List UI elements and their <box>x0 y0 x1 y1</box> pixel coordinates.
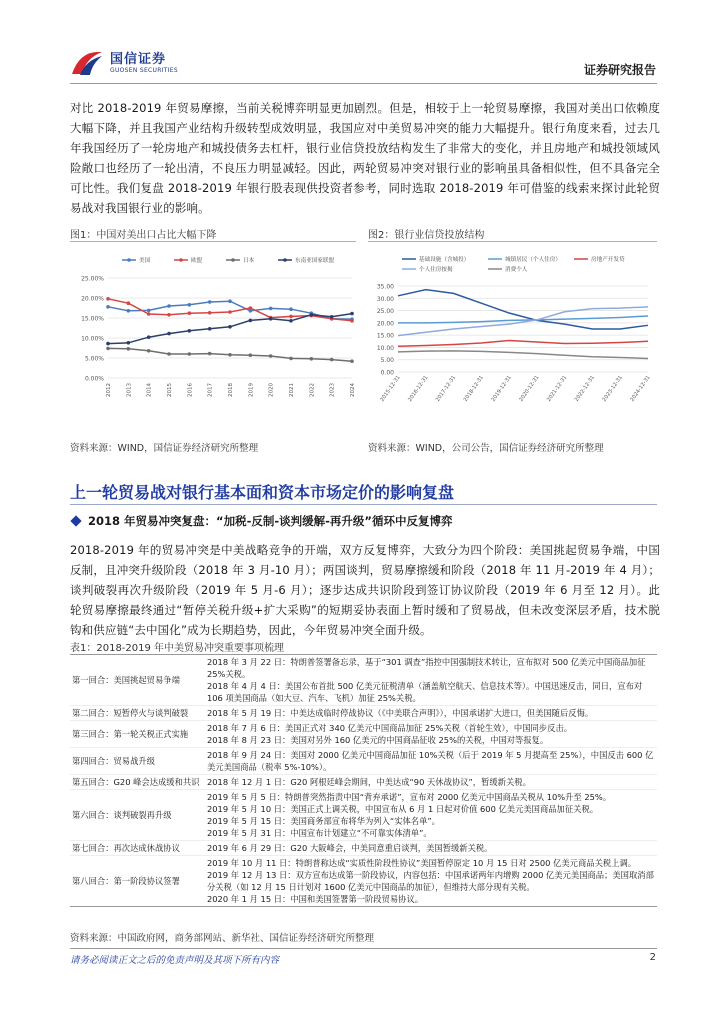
footer-divider <box>70 948 657 949</box>
data-point <box>147 349 151 353</box>
data-point <box>106 305 110 309</box>
x-tick-label: 2018-12-31 <box>462 374 485 403</box>
legend-label: 个人住房按揭 <box>419 267 453 274</box>
data-point <box>228 310 232 314</box>
x-tick-label: 2014 <box>146 383 153 397</box>
data-point <box>249 353 253 357</box>
data-point <box>330 315 334 319</box>
data-point <box>289 357 293 361</box>
table-round-cell: 第三回合：第一轮关税正式实施 <box>72 729 189 739</box>
figure1-source: 资料来源：WIND，国信证券经济研究所整理 <box>70 443 259 454</box>
figure1-caption: 图1：中国对美出口占比大幅下降 <box>70 230 217 241</box>
table-event-item: 2019 年 5 月 15 日：美国商务部宣布将华为列入“实体名单”。 <box>207 816 440 826</box>
table-row <box>70 721 657 748</box>
data-point <box>188 303 192 307</box>
x-tick-label: 2015-12-31 <box>379 374 402 403</box>
table-event-item: 2019 年 5 月 10 日：美国正式上调关税，中国宣布从 6 月 1 日起对价值 600 亿美元美国商品加征关税。 <box>207 804 599 814</box>
table-round-cell: 第八回合：第一阶段协议签署 <box>72 876 180 886</box>
data-point <box>289 315 293 319</box>
legend-label: 美国 <box>139 258 151 265</box>
intro-paragraph: 对比 2018-2019 年贸易摩擦，当前关税博弈明显更加剧烈。但是，相较于上一轮贸易摩擦，我国对美出口依赖度大幅下降，并且我国产业结构升级转型成效明显，我国应对中美贸易冲突的能力大幅提升。银行角度来看，过去几年我国经历了一轮房地产和城投债务去杠杆，银行业信贷投放结构发生了非常大的变化，并且房地产和城投领域风险敞口也经历了一轮出清，不良压力明显减轻。因此，两轮贸易冲突对银行业的影响虽具备相似性，但不具备完全可比性。我们复盘 2018-2019 年银行股表现供投资者参考，同时选取 2018-2019 年可借鉴的线索来探讨此轮贸易战对我国银行业的影响。 <box>70 101 660 215</box>
x-tick-label: 2023-12-31 <box>601 374 624 403</box>
table-events-cell <box>205 790 657 840</box>
data-point <box>127 301 131 305</box>
table-event-item: 2019 年 10 月 11 日：特朗普称达成“实质性阶段性协议”美国暂停原定 10 月 15 日对 2500 亿美元商品关税上调。 <box>207 858 637 868</box>
data-point <box>106 347 110 351</box>
table-round-cell: 第七回合：再次达成休战协议 <box>72 843 180 853</box>
data-point <box>289 319 293 323</box>
x-tick-label: 2024-12-31 <box>629 374 652 403</box>
x-tick-label: 2021-12-31 <box>546 374 569 403</box>
table-event-item: 2018 年 12 月 1 日：G20 阿根廷峰会期间，中美达成“90 天休战协议”，暂缓新关税。 <box>207 777 531 787</box>
table-row <box>70 841 657 856</box>
table-event-item: 2018 年 4 月 4 日：美国公布首批 500 亿美元征税清单（涵盖航空航天、信息技术等）。中国迅速反击，同日，宣布对 106 项美国商品（如大豆、汽车、飞机）加征 25%关税。 <box>207 681 643 703</box>
data-point <box>147 335 151 339</box>
x-tick-label: 2021 <box>289 383 295 397</box>
table-row <box>70 856 657 906</box>
legend-label: 欧盟 <box>191 258 203 265</box>
data-point <box>188 329 192 333</box>
data-point <box>249 306 253 310</box>
table1-caption: 表1：2018-2019 年中美贸易冲突重要事项梳理 <box>70 643 285 654</box>
table-events-cell <box>205 841 657 855</box>
data-point <box>208 300 212 304</box>
legend-label: 日本 <box>243 258 255 265</box>
subsection-title-text: 2018 年贸易冲突复盘：“加税-反制-谈判缓解-再升级”循环中反复博弈 <box>88 514 453 528</box>
data-point <box>289 307 293 311</box>
x-tick-label: 2016 <box>187 383 194 397</box>
header-divider <box>70 83 657 84</box>
footer-disclaimer: 请务必阅读正文之后的免责声明及其项下所有内容 <box>70 955 280 966</box>
table-row <box>70 706 657 721</box>
table-event-item: 2019 年 5 月 5 日：特朗普突然指责中国“背弃承诺”，宣布对 2000 亿美元中国商品关税从 10%升至 25%。 <box>207 792 612 802</box>
legend-marker <box>283 258 287 262</box>
table-row <box>70 775 657 790</box>
export-share-chart <box>70 246 360 428</box>
section-title: 上一轮贸易战对银行基本面和资本市场定价的影响复盘 <box>70 483 455 502</box>
y-tick-label: 5.00 <box>380 357 394 365</box>
data-point <box>188 311 192 315</box>
data-point <box>269 307 273 311</box>
y-tick-label: 20.00 <box>376 320 394 328</box>
y-tick-label: 0.00 <box>380 369 394 377</box>
data-point <box>127 341 131 345</box>
figure2-caption-rule <box>368 241 657 242</box>
table-round-cell: 第二回合：短暂停火与谈判破裂 <box>72 708 189 718</box>
legend-label: 房地产开发贷 <box>591 257 625 264</box>
table-event-item: 2019 年 6 月 29 日：G20 大阪峰会，中美同意重启谈判，美国暂缓新关税。 <box>207 843 493 853</box>
y-tick-label: 25.00 <box>376 308 394 316</box>
data-point <box>350 319 354 323</box>
legend-label: 消费个人 <box>505 267 528 274</box>
data-point <box>188 352 192 356</box>
table-event-item: 2018 年 3 月 22 日：特朗普签署备忘录，基于“301 调查”指控中国强制技术转让，宣布拟对 500 亿美元中国商品加征 25%关税。 <box>207 657 646 679</box>
y-tick-label: 25.00% <box>81 275 104 283</box>
x-tick-label: 2012 <box>106 383 112 397</box>
data-point <box>127 347 131 351</box>
legend-label: 基础设施（含城投） <box>419 257 470 264</box>
data-point <box>228 353 232 357</box>
x-tick-label: 2017-12-31 <box>434 374 458 403</box>
data-point <box>167 304 171 308</box>
table-event-item: 2019 年 12 月 13 日：双方宣布达成第一阶段协议，内容包括：中国承诺两年内增购 2000 亿美元美国商品；美国取消部分关税（如 12 月 15 日计划对 1600 亿美元中国商品的加征），但维持大部分现有关税。 <box>207 870 654 892</box>
data-point <box>350 312 354 316</box>
report-type-label: 证券研究报告 <box>583 63 656 77</box>
legend-marker <box>231 258 235 262</box>
credit-structure-chart <box>368 246 658 436</box>
diamond-bullet-icon <box>70 515 81 526</box>
x-tick-label: 2015 <box>167 383 173 397</box>
figure1-caption-rule <box>70 241 356 242</box>
table-event-item: 2018 年 7 月 6 日：美国正式对 340 亿美元中国商品加征 25%关税（首轮生效），中国同步反击。 <box>207 723 572 733</box>
figure2-source: 资料来源：WIND，公司公告，国信证券经济研究所整理 <box>368 443 604 454</box>
legend-label: 城镇居民（个人住房） <box>505 257 561 264</box>
data-point <box>106 342 110 346</box>
logo-mark-icon <box>70 48 104 78</box>
table-event-item: 2018 年 9 月 24 日：美国对 2000 亿美元中国商品加征 10%关税（后于 2019 年 5 月提高至 25%），中国反击 600 亿美元美国商品（税率 5%-10%）。 <box>207 750 654 772</box>
data-point <box>269 317 273 321</box>
x-tick-label: 2019-12-31 <box>490 374 513 403</box>
section-paragraph: 2018-2019 年的贸易冲突是中美战略竞争的开端，双方反复博弈，大致分为四个阶段：美国挑起贸易争端，中国反制，且冲突升级阶段（2018 年 3 月-10 月）；两国谈判，贸易摩擦缓和阶段（2018 年 11 月-2019 年 4 月）；谈判破裂再次升级阶段（2019 年 5 月-6 月）；逐步达成共识阶段到签订协议阶段（2019 年 6 月至 12 月）。此轮贸易摩擦最终通过“暂停关税升级+扩大采购”的短期妥协表面上暂时缓和了贸易战，但未改变深层矛盾，技术脱钩和供应链“去中国化”成为长期趋势，因此，今年贸易冲突全面升级。 <box>70 543 660 637</box>
x-tick-label: 2024 <box>350 383 356 397</box>
table-round-cell: 第一回合：美国挑起贸易争端 <box>72 675 180 685</box>
subsection-title <box>70 513 452 529</box>
table-events-cell <box>205 721 657 747</box>
x-tick-label: 2018 <box>228 383 234 397</box>
figure2-caption: 图2：银行业信贷投放结构 <box>368 230 485 241</box>
y-tick-label: 5.00% <box>84 355 104 363</box>
table-events-cell <box>205 775 657 789</box>
table-events-cell <box>205 748 657 774</box>
data-point <box>208 311 212 315</box>
table-event-item: 2018 年 5 月 19 日：中美达成临时停战协议（《中美联合声明》），中国承诺扩大进口，但美国随后反悔。 <box>207 708 594 718</box>
data-point <box>228 325 232 329</box>
table-events-cell <box>205 856 657 906</box>
data-point <box>310 357 314 361</box>
chart-background <box>70 246 360 428</box>
data-point <box>269 354 273 358</box>
data-point <box>249 319 253 323</box>
page-number: 2 <box>649 952 656 963</box>
table-event-item: 2018 年 8 月 23 日：美国对另外 160 亿美元的中国商品征收 25%的关税，中国对等报复。 <box>207 735 549 745</box>
table-round-cell: 第四回合：贸易战升级 <box>72 756 155 766</box>
x-tick-label: 2020 <box>268 383 275 397</box>
data-point <box>330 358 334 362</box>
table1-source: 资料来源：中国政府网，商务部网站、新华社、国信证券经济研究所整理 <box>70 933 375 944</box>
data-point <box>208 352 212 356</box>
data-point <box>208 327 212 331</box>
x-tick-label: 2023 <box>329 383 336 397</box>
x-tick-label: 2022-12-31 <box>573 374 597 403</box>
legend-marker <box>127 258 131 262</box>
logo-english-name: GUOSEN SECURITIES <box>110 66 179 74</box>
table-row <box>70 748 657 775</box>
y-tick-label: 0.00% <box>84 375 104 383</box>
legend-marker <box>179 258 183 262</box>
table-events-cell <box>205 706 657 720</box>
table-events-cell <box>205 655 657 705</box>
x-tick-label: 2017 <box>207 383 214 397</box>
table-row <box>70 790 657 841</box>
table-event-item: 2019 年 5 月 31 日：中国宣布计划建立“不可靠实体清单”。 <box>207 828 432 838</box>
y-tick-label: 10.00% <box>81 335 104 343</box>
section-divider <box>70 504 657 505</box>
logo-chinese-name: 国信证券 <box>110 51 167 67</box>
legend-label: 东南亚国家联盟 <box>295 258 335 265</box>
data-point <box>167 352 171 356</box>
table-round-cell: 第六回合：谈判破裂再升级 <box>72 810 172 820</box>
data-point <box>147 309 151 313</box>
data-point <box>350 359 354 363</box>
data-point <box>106 297 110 301</box>
table-row <box>70 655 657 706</box>
company-logo <box>70 48 178 78</box>
data-point <box>127 309 131 313</box>
x-tick-label: 2020-12-31 <box>518 374 541 403</box>
x-tick-label: 2013 <box>126 383 133 397</box>
table-event-item: 2020 年 1 月 15 日：中国和美国签署第一阶段贸易协议。 <box>207 894 424 904</box>
x-tick-label: 2016-12-31 <box>407 374 430 403</box>
x-tick-label: 2019 <box>248 383 255 397</box>
y-tick-label: 30.00 <box>376 295 394 303</box>
events-table <box>70 654 657 907</box>
table-round-cell: 第五回合：G20 峰会达成缓和共识 <box>72 777 200 787</box>
x-tick-label: 2022 <box>309 383 316 397</box>
data-point <box>147 312 151 316</box>
y-tick-label: 10.00 <box>376 344 394 352</box>
y-tick-label: 15.00% <box>81 315 104 323</box>
data-point <box>167 332 171 336</box>
y-tick-label: 15.00 <box>376 332 394 340</box>
data-point <box>167 313 171 317</box>
y-tick-label: 35.00 <box>376 283 394 291</box>
y-tick-label: 20.00% <box>81 295 104 303</box>
data-point <box>310 313 314 317</box>
data-point <box>228 299 232 303</box>
